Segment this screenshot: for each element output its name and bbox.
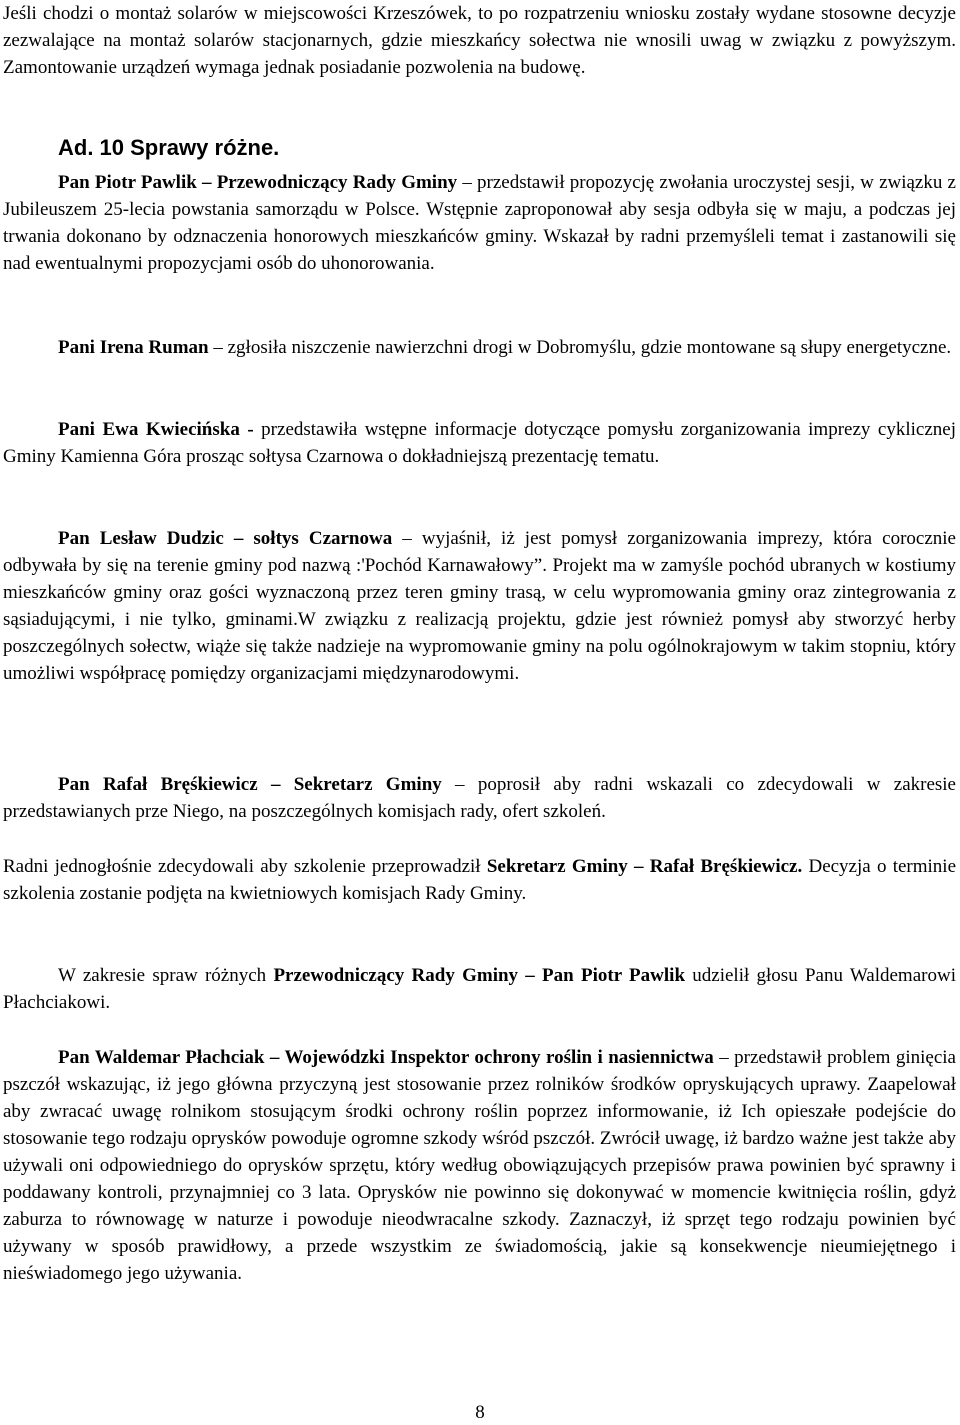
paragraph-text: – zgłosiła niszczenie nawierzchni drogi w Dobromyślu, gdzie montowane są słupy energetyczne. [208,337,952,358]
section-heading: Ad. 10 Sprawy różne. [58,135,280,160]
paragraph-text: – przedstawił propozycję zwołania uroczystej sesji, w związku z Jubileuszem 25-lecia powstania samorządu w Polsce. Wstępnie zaproponował aby sesja odbyła się w maju, a podczas jej trwania dokonano by odznaczenia honorowych mieszkańców gminy. Wskazał by radni przemyśleli temat i zastanowili się nad ewentualnymi propozycjami osób do uhonorowania. [3,172,956,274]
paragraph-waldemar-plachciak [3,1044,956,1287]
paragraph-irena-ruman [3,334,956,361]
paragraph-leslaw-dudzic [3,525,956,687]
paragraph-lead: W zakresie spraw różnych [58,965,274,986]
page-number: 8 [475,1402,485,1423]
speaker-name: Sekretarz Gminy – Rafał Bręśkiewicz. [486,856,803,877]
paragraph-ewa-kwiecinska [3,416,956,470]
paragraph-text: – poprosił aby radni wskazali co zdecydowali w zakresie przedstawianych prze Niego, na poszczególnych komisjach rady, ofert szkoleń. [3,774,956,822]
paragraph-text: Decyzja o terminie szkolenia zostanie podjęta na kwietniowych komisjach Rady Gminy. [3,856,957,904]
speaker-name: Pan Rafał Bręśkiewicz – Sekretarz Gminy [58,774,442,795]
speaker-name: Pani Irena Ruman [58,337,209,358]
paragraph-various-matters [3,962,956,1016]
paragraph-rafal-breskiewicz [3,771,956,825]
paragraph-text: udzielił głosu Panu Waldemarowi Płachciakowi. [3,965,956,1013]
paragraph-text: przedstawiła wstępne informacje dotyczące pomysłu zorganizowania imprezy cyklicznej Gminy Kamienna Góra prosząc sołtysa Czarnowa o dokładniejszą prezentację tematu. [3,419,956,467]
paragraph-text: – wyjaśnił, iż jest pomysł zorganizowania imprezy, która corocznie odbywała by się na terenie gminy pod nazwą :'Pochód Karnawałowy”. Projekt ma w zamyśle pochód ubranych w kostiumy mieszkańców gminy oraz gości wyznaczoną przez teren gminy trasą, w celu wypromowania gminy oraz zintegrowania z sąsiadującymi, i nie tylko, gminami.W związku z realizacją projektu, gdzie jest również pomysł aby stworzyć herby poszczególnych sołectw, wiąże się także nadzieje na wypromowanie gminy na polu ogólnokrajowym w takim stopniu, który umożliwi współpracę pomiędzy organizacjami międzynarodowymi. [3,528,956,684]
paragraph-decision [3,853,956,907]
speaker-name: Pani Ewa Kwiecińska - [58,419,254,440]
speaker-name: Pan Piotr Pawlik – Przewodniczący Rady Gminy [58,172,458,193]
paragraph-text: – przedstawił problem ginięcia pszczół wskazując, iż jego główna przyczyną jest stosowanie przez rolników środków opryskujących uprawy. Zaapelował aby zwracać uwagę rolnikom stosującym środki ochrony roślin poprzez informowanie, iż Ich opieszałe podejście do stosowanie tego rodzaju oprysków powoduje ogromne szkody wśród pszczół. Zwrócił uwagę, iż bardzo ważne jest także aby używali oni odpowiedniego do oprysków sprzętu, który według obowiązujących przepisów prawa powinien być sprawny i poddawany kontroli, przynajmniej co 3 lata. Oprysków nie powinno się dokonywać w momencie kwitnięcia roślin, gdyż zaburza to równowagę w naturze i powoduje nieodwracalne szkody. Zaznaczył, iż sprzęt tego rodzaju powinien być używany w sposób prawidłowy, a przede wszystkim ze świadomością, jakie są konsekwencje nieumiejętnego i nieświadomego jego używania. [3,1047,956,1284]
speaker-name: Przewodniczący Rady Gminy – Pan Piotr Pawlik [273,965,686,986]
speaker-name: Pan Lesław Dudzic – sołtys Czarnowa [58,528,393,549]
paragraph-lead: Radni jednogłośnie zdecydowali aby szkolenie przeprowadził [3,856,487,877]
intro-paragraph: Jeśli chodzi o montaż solarów w miejscowości Krzeszówek, to po rozpatrzeniu wniosku zostały wydane stosowne decyzje zezwalające na montaż solarów stacjonarnych, gdzie mieszkańcy sołectwa nie wnosili uwag w związku z powyższym. Zamontowanie urządzeń wymaga jednak posiadanie pozwolenia na budowę. [3,3,956,78]
paragraph-piotr-pawlik [3,169,956,277]
speaker-name: Pan Waldemar Płachciak – Wojewódzki Inspektor ochrony roślin i nasiennictwa [58,1047,714,1068]
